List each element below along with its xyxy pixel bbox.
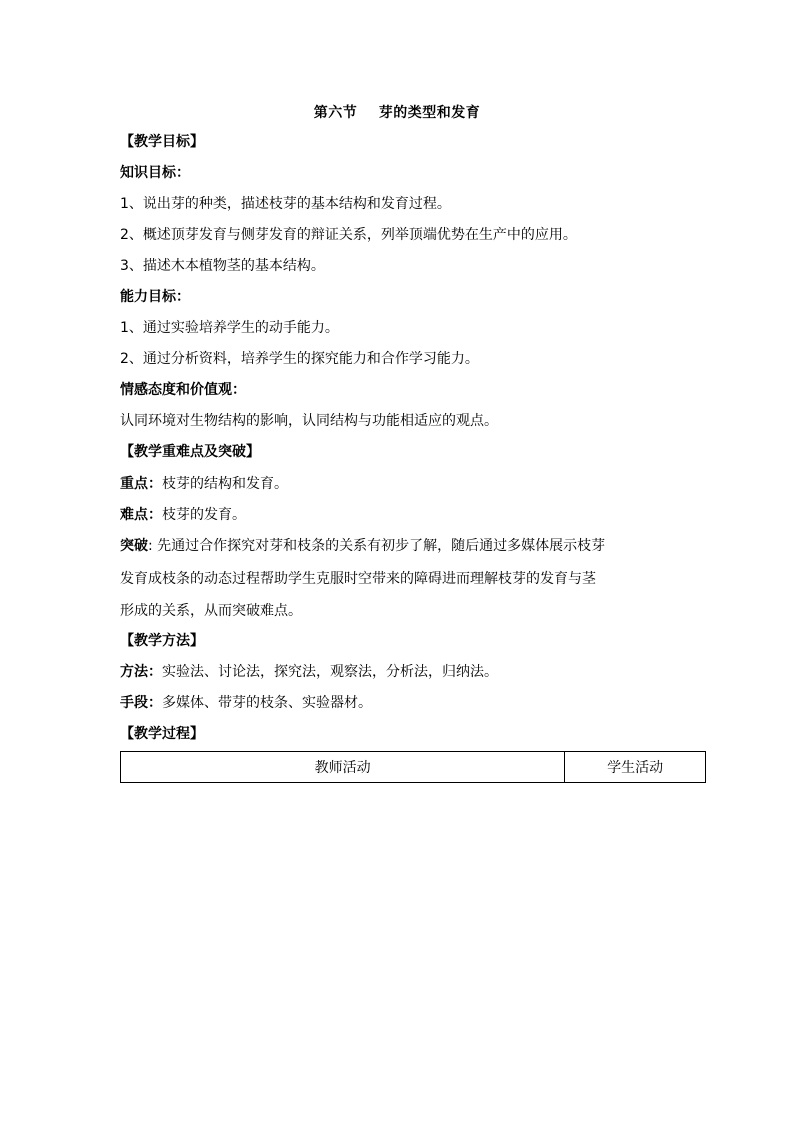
method-line (120, 662, 498, 682)
key-point-label: 重点： (120, 476, 162, 492)
breakthrough-line-3: 形成的关系，从而突破难点。 (120, 603, 302, 619)
breakthrough-line-2: 发育成枝条的动态过程帮助学生克服时空带来的障碍进而理解枝芽的发育与茎 (120, 571, 596, 587)
emotion-text: 认同环境对生物结构的影响，认同结构与功能相适应的观点。 (120, 413, 498, 429)
difficult-point-text: 枝芽的发育。 (162, 507, 246, 523)
knowledge-item-2: 2、概述顶芽发育与侧芽发育的辩证关系，列举顶端优势在生产中的应用。 (120, 227, 577, 243)
table-header-row (121, 752, 706, 783)
process-heading: 【教学过程】 (120, 726, 204, 742)
emotion-heading: 情感态度和价值观： (120, 382, 246, 398)
means-text: 多媒体、带芽的枝条、实验器材。 (162, 695, 372, 711)
student-activity-header: 学生活动 (565, 752, 706, 783)
difficult-point-line (120, 505, 246, 525)
teacher-activity-header: 教师活动 (121, 752, 565, 783)
breakthrough-label: 突破 (120, 538, 148, 554)
goals-heading: 【教学目标】 (120, 134, 204, 150)
knowledge-item-1: 1、说出芽的种类，描述枝芽的基本结构和发育过程。 (120, 196, 451, 212)
ability-item-1: 1、通过实验培养学生的动手能力。 (120, 320, 339, 336)
ability-item-2: 2、通过分析资料，培养学生的探究能力和合作学习能力。 (120, 351, 479, 367)
key-difficulty-heading: 【教学重难点及突破】 (120, 444, 260, 460)
teaching-process-table (120, 751, 706, 783)
key-point-text: 枝芽的结构和发育。 (162, 476, 288, 492)
ability-heading: 能力目标： (120, 289, 190, 305)
difficult-point-label: 难点： (120, 507, 162, 523)
breakthrough-line-1 (120, 536, 605, 556)
method-text: 实验法、讨论法，探究法，观察法，分析法，归纳法。 (162, 664, 498, 680)
knowledge-heading: 知识目标： (120, 165, 190, 181)
method-label: 方法： (120, 664, 162, 680)
method-heading: 【教学方法】 (120, 633, 204, 649)
means-label: 手段： (120, 695, 162, 711)
page-title: 第六节 芽的类型和发育 (313, 105, 481, 121)
breakthrough-text-1: : 先通过合作探究对芽和枝条的关系有初步了解，随后通过多媒体展示枝芽 (148, 538, 606, 554)
knowledge-item-3: 3、描述木本植物茎的基本结构。 (120, 258, 325, 274)
key-point-line (120, 474, 288, 494)
means-line (120, 693, 372, 713)
